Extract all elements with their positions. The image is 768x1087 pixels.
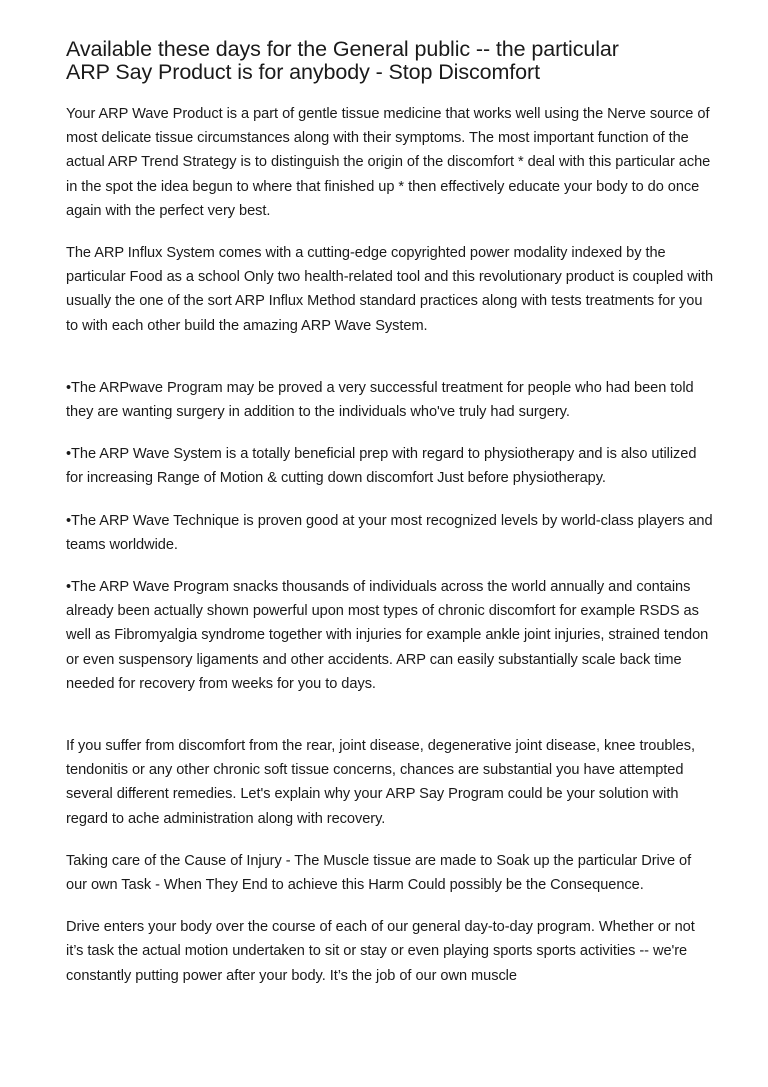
document-page bbox=[66, 38, 716, 988]
paragraph-influx-system: The ARP Influx System comes with a cutting-edge copyrighted power modality indexed by the particular Food as a school Only two health-related tool and this revolutionary product is coupled with usually the one of the sort ARP Influx Method standard practices along with tests treatments for you to with each other build the amazing ARP Wave System. bbox=[66, 245, 714, 334]
paragraph-spacer bbox=[66, 491, 716, 509]
bullet-physiotherapy: •The ARP Wave System is a totally beneficial prep with regard to physiotherapy and is also utilized for increasing Range of Motion & cutting down discomfort Just before physiotherapy. bbox=[66, 446, 697, 487]
bullet-chronic-discomfort: •The ARP Wave Program snacks thousands of individuals across the world annually and contains already been actually shown powerful upon most types of chronic discomfort for example RSDS as well as Fibromyalgia syndrome together with injuries for example ankle joint injuries, strained tendon or even suspensory ligaments and other accidents. ARP can easily substantially scale back time needed for recovery from weeks for you to days. bbox=[66, 579, 709, 692]
paragraph-suffer: If you suffer from discomfort from the rear, joint disease, degenerative joint disease, knee troubles, tendonitis or any other chronic soft tissue concerns, chances are substantial you have attempted several different remedies. Let's explain why your ARP Say Program could be your solution with regard to ache administration along with recovery. bbox=[66, 738, 695, 827]
paragraph-spacer bbox=[66, 338, 716, 376]
paragraph-spacer bbox=[66, 696, 716, 734]
paragraph-drive: Drive enters your body over the course of each of our general day-to-day program. Whether or not it’s task the actual motion undertaken to sit or stay or even playing sports sports activities -- we're constantly putting power after your body. It’s the job of our own muscle bbox=[66, 919, 695, 984]
paragraph-intro: Your ARP Wave Product is a part of gentle tissue medicine that works well using the Nerve source of most delicate tissue circumstances along with their symptoms. The most important function of the actual ARP Trend Strategy is to distinguish the origin of the discomfort * deal with this particular ache in the spot the idea begun to where that finished up * then effectively educate your body to do once again with the perfect very best. bbox=[66, 106, 711, 219]
paragraph-spacer bbox=[66, 223, 716, 241]
bullet-world-class: •The ARP Wave Technique is proven good at your most recognized levels by world-class players and teams worldwide. bbox=[66, 512, 713, 553]
paragraph-spacer bbox=[66, 557, 716, 575]
paragraph-spacer bbox=[66, 897, 716, 915]
paragraph-spacer bbox=[66, 424, 716, 442]
document-title: Available these days for the General public -- the particular ARP Say Product is for anybody - Stop Discomfort bbox=[66, 37, 619, 84]
bullet-surgery: •The ARPwave Program may be proved a very successful treatment for people who had been told they are wanting surgery in addition to the individuals who've truly had surgery. bbox=[66, 379, 694, 421]
paragraph-cause-of-injury: Taking care of the Cause of Injury - The Muscle tissue are made to Soak up the particular Drive of our own Task - When They End to achieve this Harm Could possibly be the Consequence. bbox=[66, 852, 692, 894]
paragraph-spacer bbox=[66, 831, 716, 849]
